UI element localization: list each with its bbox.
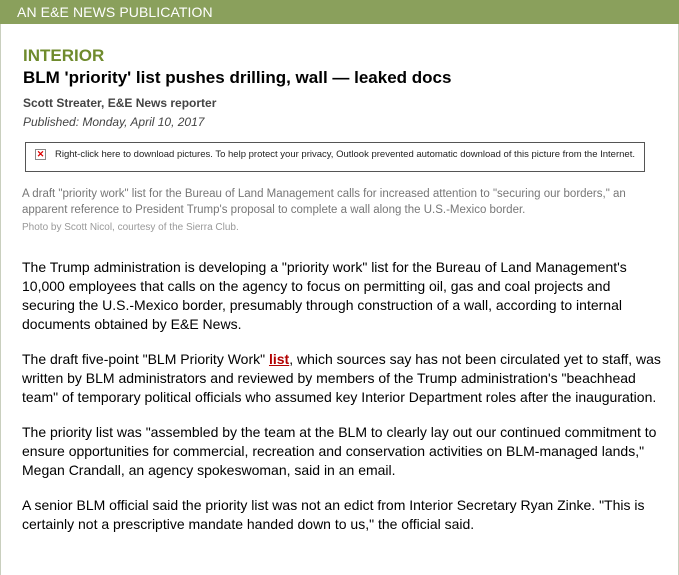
paragraph-4: A senior BLM official said the priority list was not an edict from Interior Secretary Ryan Zinke. "This is certainly not a prescriptive mandate handed down to us," the official said.	[22, 497, 645, 532]
photo-credit: Photo by Scott Nicol, courtesy of the Sierra Club.	[22, 222, 239, 233]
published-date: Published: Monday, April 10, 2017	[23, 115, 205, 129]
paragraph-2-text-a: The draft five-point "BLM Priority Work"	[22, 351, 269, 367]
paragraph-2-text-b: , which sources say has not been circulated yet to staff, was written by BLM administrators and reviewed by members of the Trump administration's "beachhead team" of temporary political officials who assumed key Interior Department roles after the inauguration.	[22, 351, 661, 405]
paragraph-1: The Trump administration is developing a "priority work" list for the Bureau of Land Management's 10,000 employees that calls on the agency to focus on permitting oil, gas and coal projects and securing the U.S.-Mexico border, presumably through construction of a wall, according to internal documents obtained by E&E News.	[22, 259, 627, 332]
article-headline: BLM 'priority' list pushes drilling, wall — leaked docs	[23, 68, 452, 87]
image-caption: A draft "priority work" list for the Bureau of Land Management calls for increased attention to "securing our borders," an apparent reference to President Trump's proposal to complete a wall along the U.S.-Mexico border.	[22, 188, 626, 216]
blocked-image-text: Right-click here to download pictures. To help protect your privacy, Outlook prevented automatic download of this picture from the Internet.	[55, 149, 635, 160]
byline: Scott Streater, E&E News reporter	[23, 96, 217, 110]
article-header	[23, 46, 663, 129]
list-link[interactable]: list	[268, 351, 290, 367]
publication-banner: AN E&E NEWS PUBLICATION	[0, 0, 679, 24]
paragraph-2	[22, 350, 664, 407]
section-label: INTERIOR	[23, 46, 105, 65]
paragraph-3: The priority list was "assembled by the team at the BLM to clearly lay out our continued commitment to ensure opportunities for commercial, recreation and conservation activities on BLM-managed lands," Megan Crandall, an agency spokeswoman, said in an email.	[22, 424, 657, 478]
article-body	[22, 258, 664, 550]
broken-image-icon: ✕	[36, 149, 45, 159]
blocked-image-placeholder[interactable]	[25, 142, 645, 172]
